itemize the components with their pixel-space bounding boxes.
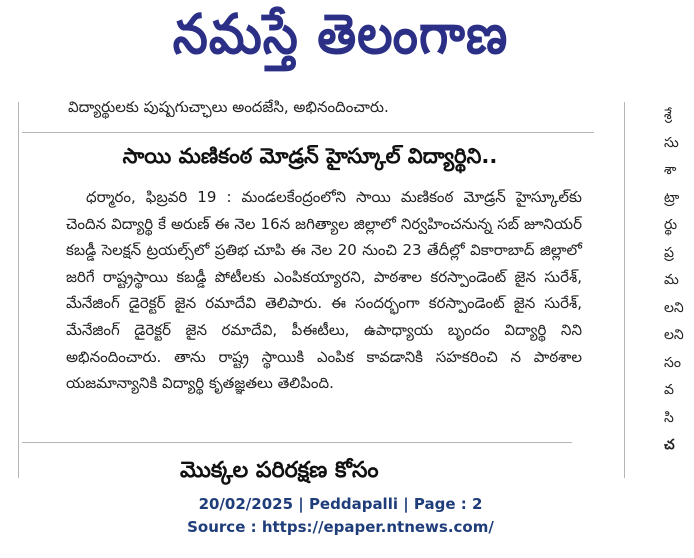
article-separator-top: [22, 132, 594, 133]
adjacent-column-fragment: [664, 102, 694, 460]
article-clipping: [0, 86, 684, 483]
footer-date-edition: 20/02/2025 | Peddapalli | Page : 2: [198, 495, 483, 513]
adjacent-line: వ: [664, 382, 674, 398]
masthead-title: నమస్తే తెలంగాణ: [172, 1, 509, 66]
next-article-headline: మొక్కల పరిరక్షణ కోసం: [180, 458, 379, 483]
adjacent-line: సి: [664, 409, 674, 426]
article-separator-bottom: [22, 442, 572, 443]
previous-article-tail: విద్యార్థులకు పుష్పగుచ్ఛాలు అందజేసి, అభినందించారు.: [68, 98, 389, 116]
footer-source: Source : https://epaper.ntnews.com/: [187, 518, 494, 536]
article-headline: సాయి మణికంఠ మోడ్రన్ హైస్కూల్ విద్యార్థిని..: [122, 144, 498, 168]
adjacent-line: చ: [664, 437, 675, 453]
clipping-footer: [0, 493, 681, 539]
article-body: ధర్మారం, ఫిబ్రవరి 19 : మండలకేంద్రంలోని సాయి మణికంఠ మోడ్రన్ హైస్కూల్‌కు చెందిన విద్యార్థి కే అరుణ్ ఈ నెల 16న జగిత్యాల జిల్లాలో నిర్వహించనున్న సబ్ జూనియర్ కబడ్డీ సెలక్షన్ ట్రయల్స్‌లో ప్రతిభ చూపి ఈ నెల 20 నుంచి 23 తేదీల్లో వికారాబాద్ జిల్లాలో జరిగే రాష్ట్రస్థాయి కబడ్డీ పోటీలకు ఎంపికయ్యారని, పాఠశాల కరస్పాండెంట్ జైన సురేశ్, మేనేజింగ్ డైరెక్టర్ జైన రమాదేవి తెలిపారు. ఈ సందర్భంగా కరస్పాండెంట్ జైన సురేశ్, మేనేజింగ్ డైరెక్టర్ జైన రమాదేవి, పీఈటీలు, ఉపాధ్యాయ బృందం విద్యార్థి నిని అభినందించారు. తాను రాష్ట్ర స్థాయికి ఎంపిక కావడానికి సహకరించి న పాఠశాల యజమాన్యానికి విద్యార్థి కృతజ్ఞతలు తెలిపింది.: [66, 188, 582, 393]
adjacent-line: శ్రే: [664, 107, 672, 123]
adjacent-line: ట్రా: [664, 189, 680, 206]
adjacent-line: సు: [664, 134, 679, 151]
adjacent-line: లని: [664, 327, 684, 343]
adjacent-line: సం: [664, 354, 681, 371]
adjacent-line: ప్ర: [664, 244, 674, 261]
adjacent-line: మ: [664, 272, 679, 288]
adjacent-line: శా: [664, 162, 677, 178]
newspaper-masthead: [0, 0, 681, 82]
left-column-rule: [18, 102, 19, 478]
adjacent-line: ర్థు: [664, 217, 678, 233]
adjacent-line: లని: [664, 299, 684, 316]
right-column-rule: [624, 102, 625, 478]
